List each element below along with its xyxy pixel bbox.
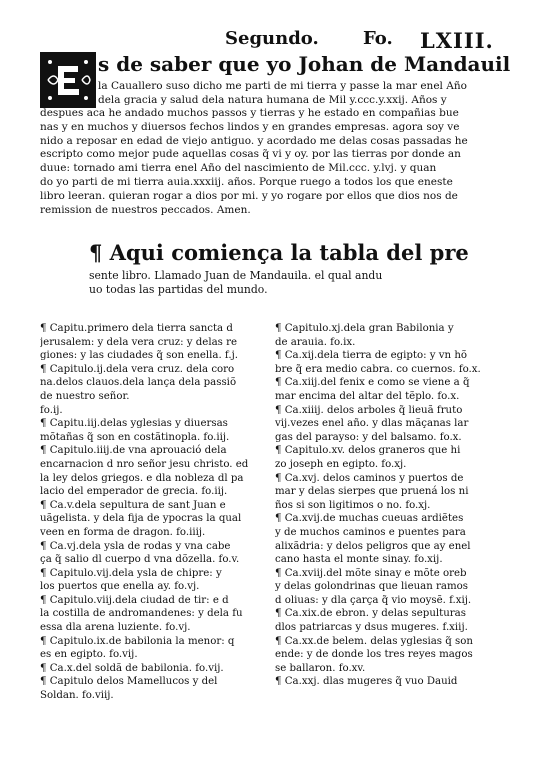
table-entry <box>40 662 266 676</box>
table-entry-line: ¶ Capitulo.viij.dela ciudad de tir: e d <box>40 594 229 606</box>
table-entry <box>275 512 501 566</box>
table-entry-line: mar y delas sierpes que pruená los ni <box>275 486 469 498</box>
table-entry-line: zo joseph en egipto. fo.xj. <box>275 458 407 470</box>
table-entry-line: ¶ Ca.vj.dela ysla de rodas y vna cabe <box>40 540 231 552</box>
table-entry-line: d oliuas: y dla çarça q̃ vio moysẽ. f.xij. <box>275 594 472 606</box>
table-entry-line: ¶ Capitulo.ij.dela vera cruz. dela coro <box>40 363 235 375</box>
heading-line: sente libro. Llamado Juan de Mandauila. el qual andu <box>89 269 383 282</box>
table-entry-line: ¶ Ca.xxj. dlas mugeres q̃ vuo Dauid <box>275 676 458 688</box>
heading-line: uo todas las partidas del mundo. <box>89 283 268 296</box>
table-entry <box>275 472 501 513</box>
table-entry-line: ¶ Ca.xviij.del mõte sinay e mõte oreb <box>275 567 467 579</box>
table-entry <box>40 363 266 417</box>
table-entry-line: ¶ Capitulo.xv. delos graneros que hi <box>275 445 461 457</box>
intro-line: dela gracia y salud dela natura humana de Mil y.ccc.y.xxij. Años y <box>98 93 447 106</box>
table-entry-line: ¶ Capitu.iij.delas yglesias y diuersas <box>40 418 228 430</box>
table-entry-line: bre q̃ era medio cabra. co cuernos. fo.x. <box>275 363 481 375</box>
intro-lines-beside-initial <box>98 80 467 108</box>
table-entry-line: vij.vezes enel año. y dlas mãçanas lar <box>275 418 469 430</box>
table-entry-line: ¶ Capitulo delos Mamellucos y del <box>40 676 218 688</box>
table-entry-line: la costilla de andromandenes: y dela fu <box>40 608 243 620</box>
table-entry <box>40 499 266 540</box>
table-entry-line: ¶ Ca.xix.de ebron. y delas sepulturas <box>275 608 466 620</box>
table-entry-line: la ley delos griegos. e dla nobleza dl pa <box>40 472 244 484</box>
table-entry <box>275 635 501 676</box>
running-head-section: Segundo. <box>225 28 319 49</box>
table-entry-line: ¶ Capitu.primero dela tierra sancta d <box>40 323 233 334</box>
table-entry <box>40 594 266 635</box>
table-entry-line: ños si son ligitimos o no. fo.xj. <box>275 499 431 511</box>
table-entry-line: ende: y de donde los tres reyes magos <box>275 649 473 661</box>
table-entry-line: lacio del emperador de grecia. fo.iij. <box>40 486 228 498</box>
table-entry <box>40 540 266 567</box>
table-entry <box>275 607 501 634</box>
table-entry-line: ¶ Ca.xiij.del fenix e como se viene a q̃ <box>275 377 470 389</box>
table-entry-line: y de muchos caminos e puentes para <box>275 526 466 538</box>
decorated-initial <box>40 52 96 108</box>
table-right-column <box>275 322 501 689</box>
intro-line: libro leeran. quieran rogar a dios por mi. y yo rogare por ellos que dios nos de <box>40 189 458 202</box>
table-heading <box>89 240 469 297</box>
table-entry <box>275 675 501 689</box>
table-entry-line: na.delos clauos.dela lança dela passiõ <box>40 377 237 389</box>
intro-line: despues aca he andado muchos passos y tierras y he estado en compañias bue <box>40 107 459 119</box>
table-entry-line: y delas golondrinas que lieuan ramos <box>275 581 468 593</box>
table-entry-line: ¶ Ca.xx.de belem. delas yglesias q̃ son <box>275 635 473 647</box>
table-entry-line: ¶ Capitulo.ix.de babilonia la menor: q <box>40 635 235 647</box>
table-entry-line: encarnacion d nro señor jesu christo. ed <box>40 458 249 470</box>
table-heading-subtitle <box>89 269 469 297</box>
table-entry-line: Soldan. fo.viij. <box>40 690 114 702</box>
intro-first-line: s de saber que yo Johan de Mandauil <box>98 52 511 76</box>
running-head <box>0 28 544 53</box>
table-entry-line: de arauia. fo.ix. <box>275 336 356 348</box>
table-entry <box>40 675 266 702</box>
intro-line: nido a reposar en edad de viejo antiguo. y acordado me delas cosas passadas he <box>40 134 468 147</box>
table-entry-line: fo.ij. <box>40 404 63 416</box>
table-entry <box>40 635 266 662</box>
table-entry-line: ¶ Capitulo.iiij.de vna aprouació dela <box>40 445 227 457</box>
decorated-initial-letter-image <box>42 54 94 106</box>
intro-line: do yo parti de mi tierra auia.xxxiij. años. Porque ruego a todos los que eneste <box>40 175 453 188</box>
table-entry-line: de nuestro señor. <box>40 390 130 402</box>
intro-line: duue: tornado ami tierra enel Año del nascimiento de Mil.ccc. y.lvj. y quan <box>40 162 437 175</box>
table-entry-line: ¶ Ca.xij.dela tierra de egipto: y vn hõ <box>275 350 468 362</box>
intro-line: la Cauallero suso dicho me parti de mi tierra y passe la mar enel Año <box>98 80 467 92</box>
table-entry <box>275 349 501 376</box>
table-entry-line: gas del parayso: y del balsamo. fo.x. <box>275 431 462 443</box>
table-entry-line: ¶ Ca.v.dela sepultura de sant Juan e <box>40 499 226 511</box>
table-entry-line: giones: y las ciudades q̃ son enella. f.j. <box>40 350 238 362</box>
table-entry-line: ¶ Ca.xvj. delos caminos y puertos de <box>275 472 464 484</box>
intro-line: remission de nuestros peccados. Amen. <box>40 203 251 216</box>
table-entry-line: alixãdria: y delos peligros que ay enel <box>275 540 471 552</box>
table-entry-line: se ballaron. fo.xv. <box>275 662 366 674</box>
table-entry-line: mõtañas q̃ son en costãtinopla. fo.iij. <box>40 431 230 443</box>
table-entry <box>275 444 501 471</box>
table-entry <box>40 322 266 363</box>
intro-paragraph <box>40 107 468 217</box>
table-entry-line: los puertos que enella ay. fo.vj. <box>40 581 200 593</box>
table-entry-line: cano hasta el monte sinay. fo.xij. <box>275 554 443 566</box>
table-entry-line: essa dla arena luziente. fo.vj. <box>40 622 191 634</box>
table-entry-line: ¶ Ca.xvij.de muchas cueuas ardiẽtes <box>275 513 464 525</box>
table-entry-line: ¶ Capitulo.xj.dela gran Babilonia y <box>275 323 454 334</box>
table-entry-line: mar encima del altar del tẽplo. fo.x. <box>275 390 460 402</box>
running-head-folio-number: LXIII. <box>420 28 494 53</box>
table-entry <box>40 567 266 594</box>
table-entry-line: uãgelista. y dela fija de ypocras la qual <box>40 513 242 525</box>
table-entry <box>275 322 501 349</box>
table-entry <box>275 567 501 608</box>
intro-line: nas y en muchos y diuersos fechos lindos y en grandes empresas. agora soy ve <box>40 120 460 133</box>
table-entry <box>275 376 501 403</box>
running-head-fo: Fo. <box>363 28 393 49</box>
table-left-column <box>40 322 266 703</box>
table-heading-title: ¶ Aqui comiença la tabla del pre <box>89 240 469 265</box>
table-entry-line: jerusalem: y dela vera cruz: y delas re <box>40 336 238 348</box>
table-entry-line: veen en forma de dragon. fo.iiij. <box>40 526 206 538</box>
table-entry <box>40 417 266 444</box>
table-entry-line: ¶ Ca.xiiij. delos arboles q̃ lieuã fruto <box>275 404 463 416</box>
table-entry-line: dlos patriarcas y dsus mugeres. f.xiij. <box>275 622 468 634</box>
table-entry-line: ¶ Capitulo.vij.dela ysla de chipre: y <box>40 567 222 579</box>
table-entry-line: ça q̃ salio dl cuerpo d vna dõzella. fo.v. <box>40 554 240 566</box>
intro-line: escripto como mejor pude aquellas cosas q̃ vi y oy. por las tierras por donde an <box>40 148 461 161</box>
table-entry-line: ¶ Ca.x.del soldã de babilonia. fo.vij. <box>40 662 224 674</box>
table-entry-line: es en egipto. fo.vij. <box>40 649 138 661</box>
table-entry <box>275 404 501 445</box>
table-entry <box>40 444 266 498</box>
